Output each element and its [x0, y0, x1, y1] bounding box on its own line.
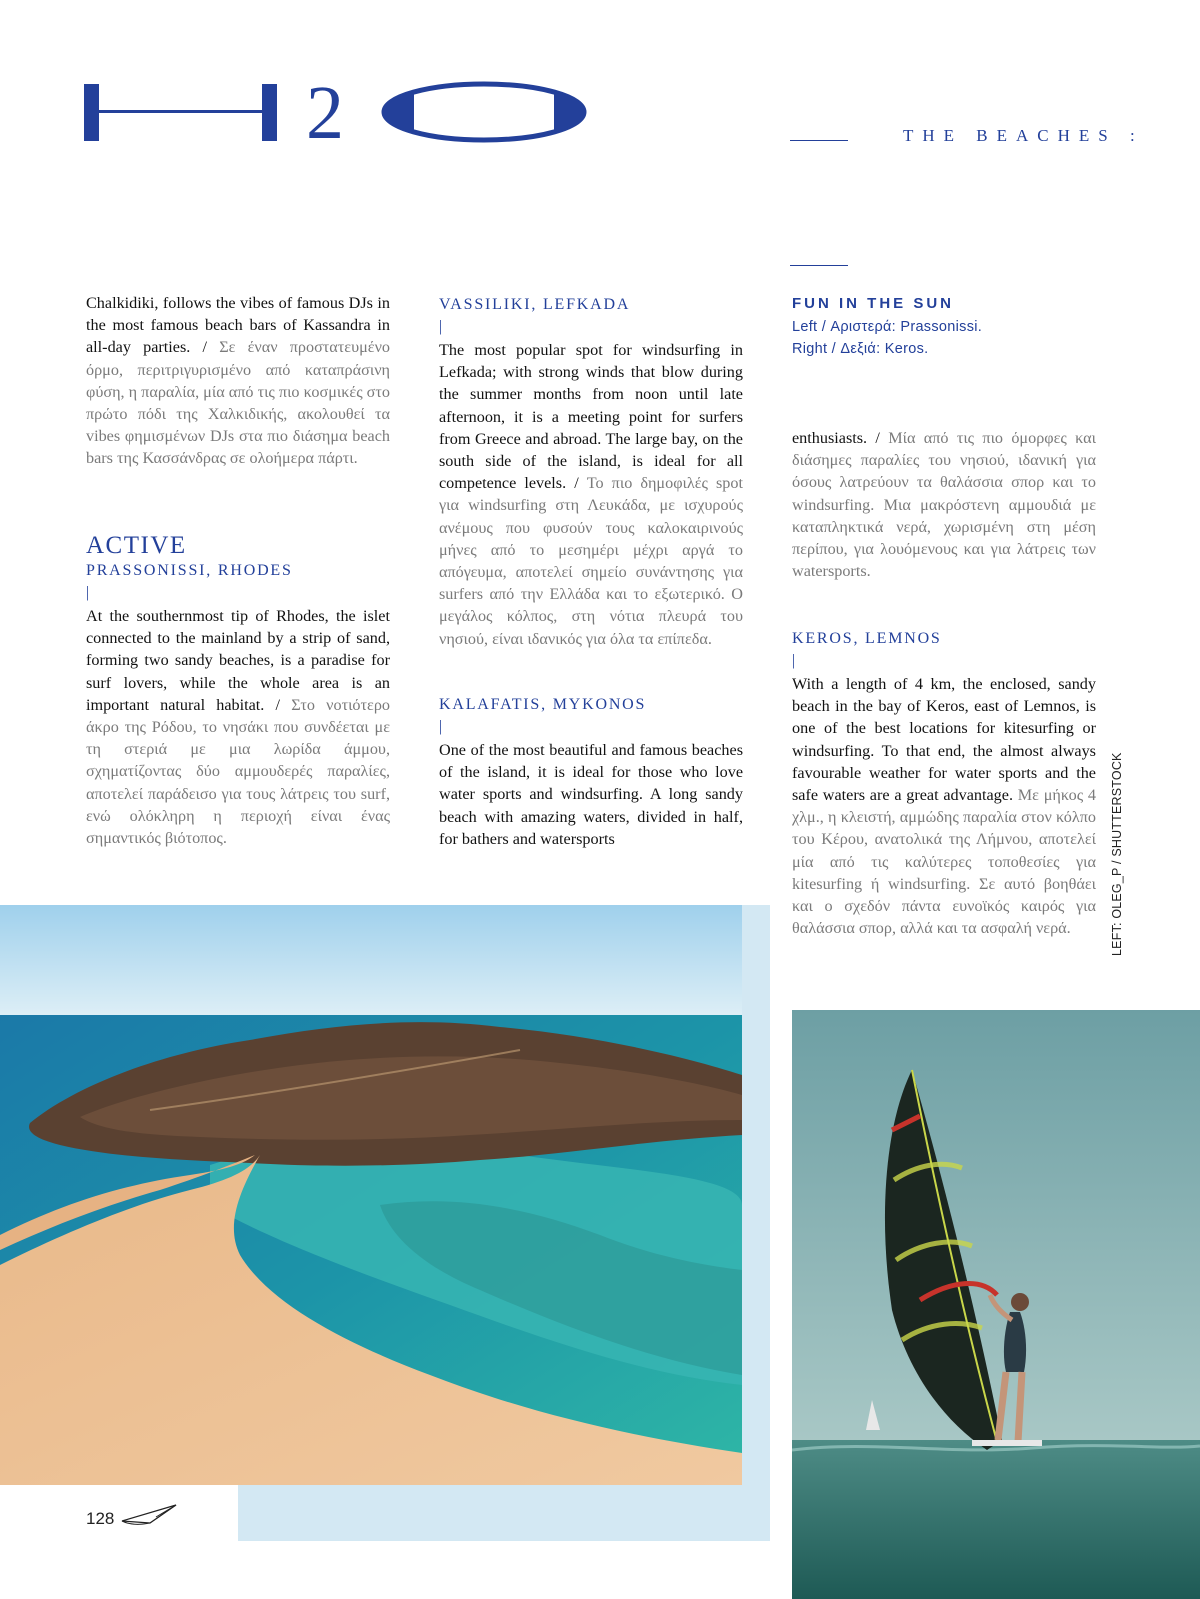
- caption-left: Left / Αριστερά: Prassonissi.: [792, 319, 983, 335]
- section-rule: [790, 140, 848, 141]
- column-3-body: [792, 673, 1096, 939]
- caption-right: Right / Δεξιά: Keros.: [792, 341, 929, 357]
- windsurfer-illustration: [792, 1010, 1200, 1599]
- masthead-logo: [84, 78, 604, 148]
- page-number: 128: [86, 1509, 115, 1528]
- divider-bar: |: [792, 652, 796, 669]
- vassiliki-english: The most popular spot for windsurfing in Lefkada; with strong winds that blow during the summer months from noon until late afternoon, it is a meeting point for surfers from Greece and abroad. The large bay, on the south side of the island, is ideal for all competence levels. /: [439, 341, 743, 493]
- kalafatis-english: One of the most beautiful and famous beaches of the island, it is ideal for those who love water sports and windsurfing. A long sandy beach with amazing waters, divided in half, for bathers and watersports: [439, 741, 743, 848]
- h2o-logo: [84, 78, 604, 148]
- place-heading-vassiliki: VASSILIKI, LEFKADA: [439, 296, 631, 313]
- place-heading-prassonissi: PRASSONISSI, RHODES: [86, 562, 293, 579]
- svg-text:2: 2: [306, 78, 344, 148]
- place-heading-kalafatis: KALAFATIS, MYKONOS: [439, 696, 647, 713]
- intro-english: Chalkidiki, follows the vibes of famous DJs in the most famous beach bars of Kassandra in all-day parties. /: [86, 294, 390, 357]
- divider-bar: |: [439, 318, 443, 335]
- keros-greek: Με μήκος 4 χλμ., η κλειστή, αμμώδης παραλία στον κόλπο του Κέρου, ανατολικά της Λήμνου, αποτελεί μία από τις καλύτερες τοποθεσίες για kitesurfing ή windsurfing. Σε αυτό βοηθάει και ο σχεδόν πάντα ευνοϊκός καιρός για θαλάσσια σπορ, αλλά και τα ασφαλή νερά.: [792, 786, 1096, 938]
- prassonissi-illustration: [0, 905, 742, 1485]
- prassonissi-aerial-photo: [0, 905, 742, 1485]
- intro-greek: Σε έναν προστατευμένο όρμο, περιτριγυρισμένο από καταπράσινη φύση, η παραλία, μία από τις πιο κοσμικές στο πρώτο πόδι της Χαλκιδικής, ακολουθεί τα vibes φημισμένων DJs στα πιο διάσημα beach bars της Κασσάνδρας σε ολοήμερα πάρτι.: [86, 338, 390, 468]
- kalafatis-cont-english: enthusiasts. /: [792, 429, 889, 447]
- column-2-body-1: [439, 339, 743, 650]
- divider-bar: |: [439, 718, 443, 735]
- prassonissi-english: At the southernmost tip of Rhodes, the islet connected to the mainland by a strip of sand, forming two sandy beaches, is a paradise for surf lovers, while the whole area is an important natural habitat. /: [86, 607, 390, 714]
- column-1-intro: [86, 292, 390, 470]
- paper-plane-icon: [120, 1503, 180, 1527]
- caption-rule: [790, 265, 848, 266]
- column-2-body-2: [439, 739, 743, 850]
- place-heading-keros: KEROS, LEMNOS: [792, 630, 942, 647]
- category-heading: ACTIVE: [86, 532, 187, 559]
- photo-credit: LEFT: OLEG_P / SHUTTERSTOCK: [1110, 752, 1124, 956]
- divider-bar: |: [86, 584, 90, 601]
- column-3-continued: [792, 427, 1096, 582]
- caption-title: FUN IN THE SUN: [792, 295, 954, 312]
- prassonissi-greek: Στο νοτιότερο άκρο της Ρόδου, το νησάκι που συνδέεται με τη στεριά με μια λωρίδα άμμου, σχηματίζοντας δύο αμμουδερές παραλίες, αποτελεί παράδεισο για τους λάτρεις του surf, ενώ ολόκληρη η περιοχή είναι ένας σημαντικός βιότοπος.: [86, 695, 390, 848]
- kalafatis-greek: Μία από τις πιο όμορφες και διάσημες παραλίες του νησιού, ιδανική για όσους λατρεύουν τα θαλάσσια σπορ και το windsurfing. Μια μακρόστενη αμμουδιά με καταπληκτικά νερά, χωρισμένη στη μέση περίπου, για λουόμενους και για λάτρεις των watersports.: [792, 429, 1096, 581]
- vassiliki-greek: Το πιο δημοφιλές spot για windsurfing στη Λευκάδα, με ισχυρούς ανέμους που φυσούν τους καλοκαιρινούς μήνες από το μεσημέρι μέχρι αργά το απόγευμα, αποτελεί σημείο συνάντησης για surfers από την Ελλάδα και το εξωτερικό. Ο μεγάλος κόλπος, στη νότια πλευρά του νησιού, είναι ιδανικός για όλα τα επίπεδα.: [439, 474, 743, 648]
- column-1-body: [86, 605, 390, 849]
- keros-english: With a length of 4 km, the enclosed, sandy beach in the bay of Keros, east of Lemnos, is one of the best locations for kitesurfing or windsurfing. To that end, the almost always favourable weather for water sports and the safe waters are a great advantage.: [792, 675, 1096, 805]
- keros-windsurf-photo: [792, 1010, 1200, 1599]
- section-label: THE BEACHES :: [903, 126, 1144, 145]
